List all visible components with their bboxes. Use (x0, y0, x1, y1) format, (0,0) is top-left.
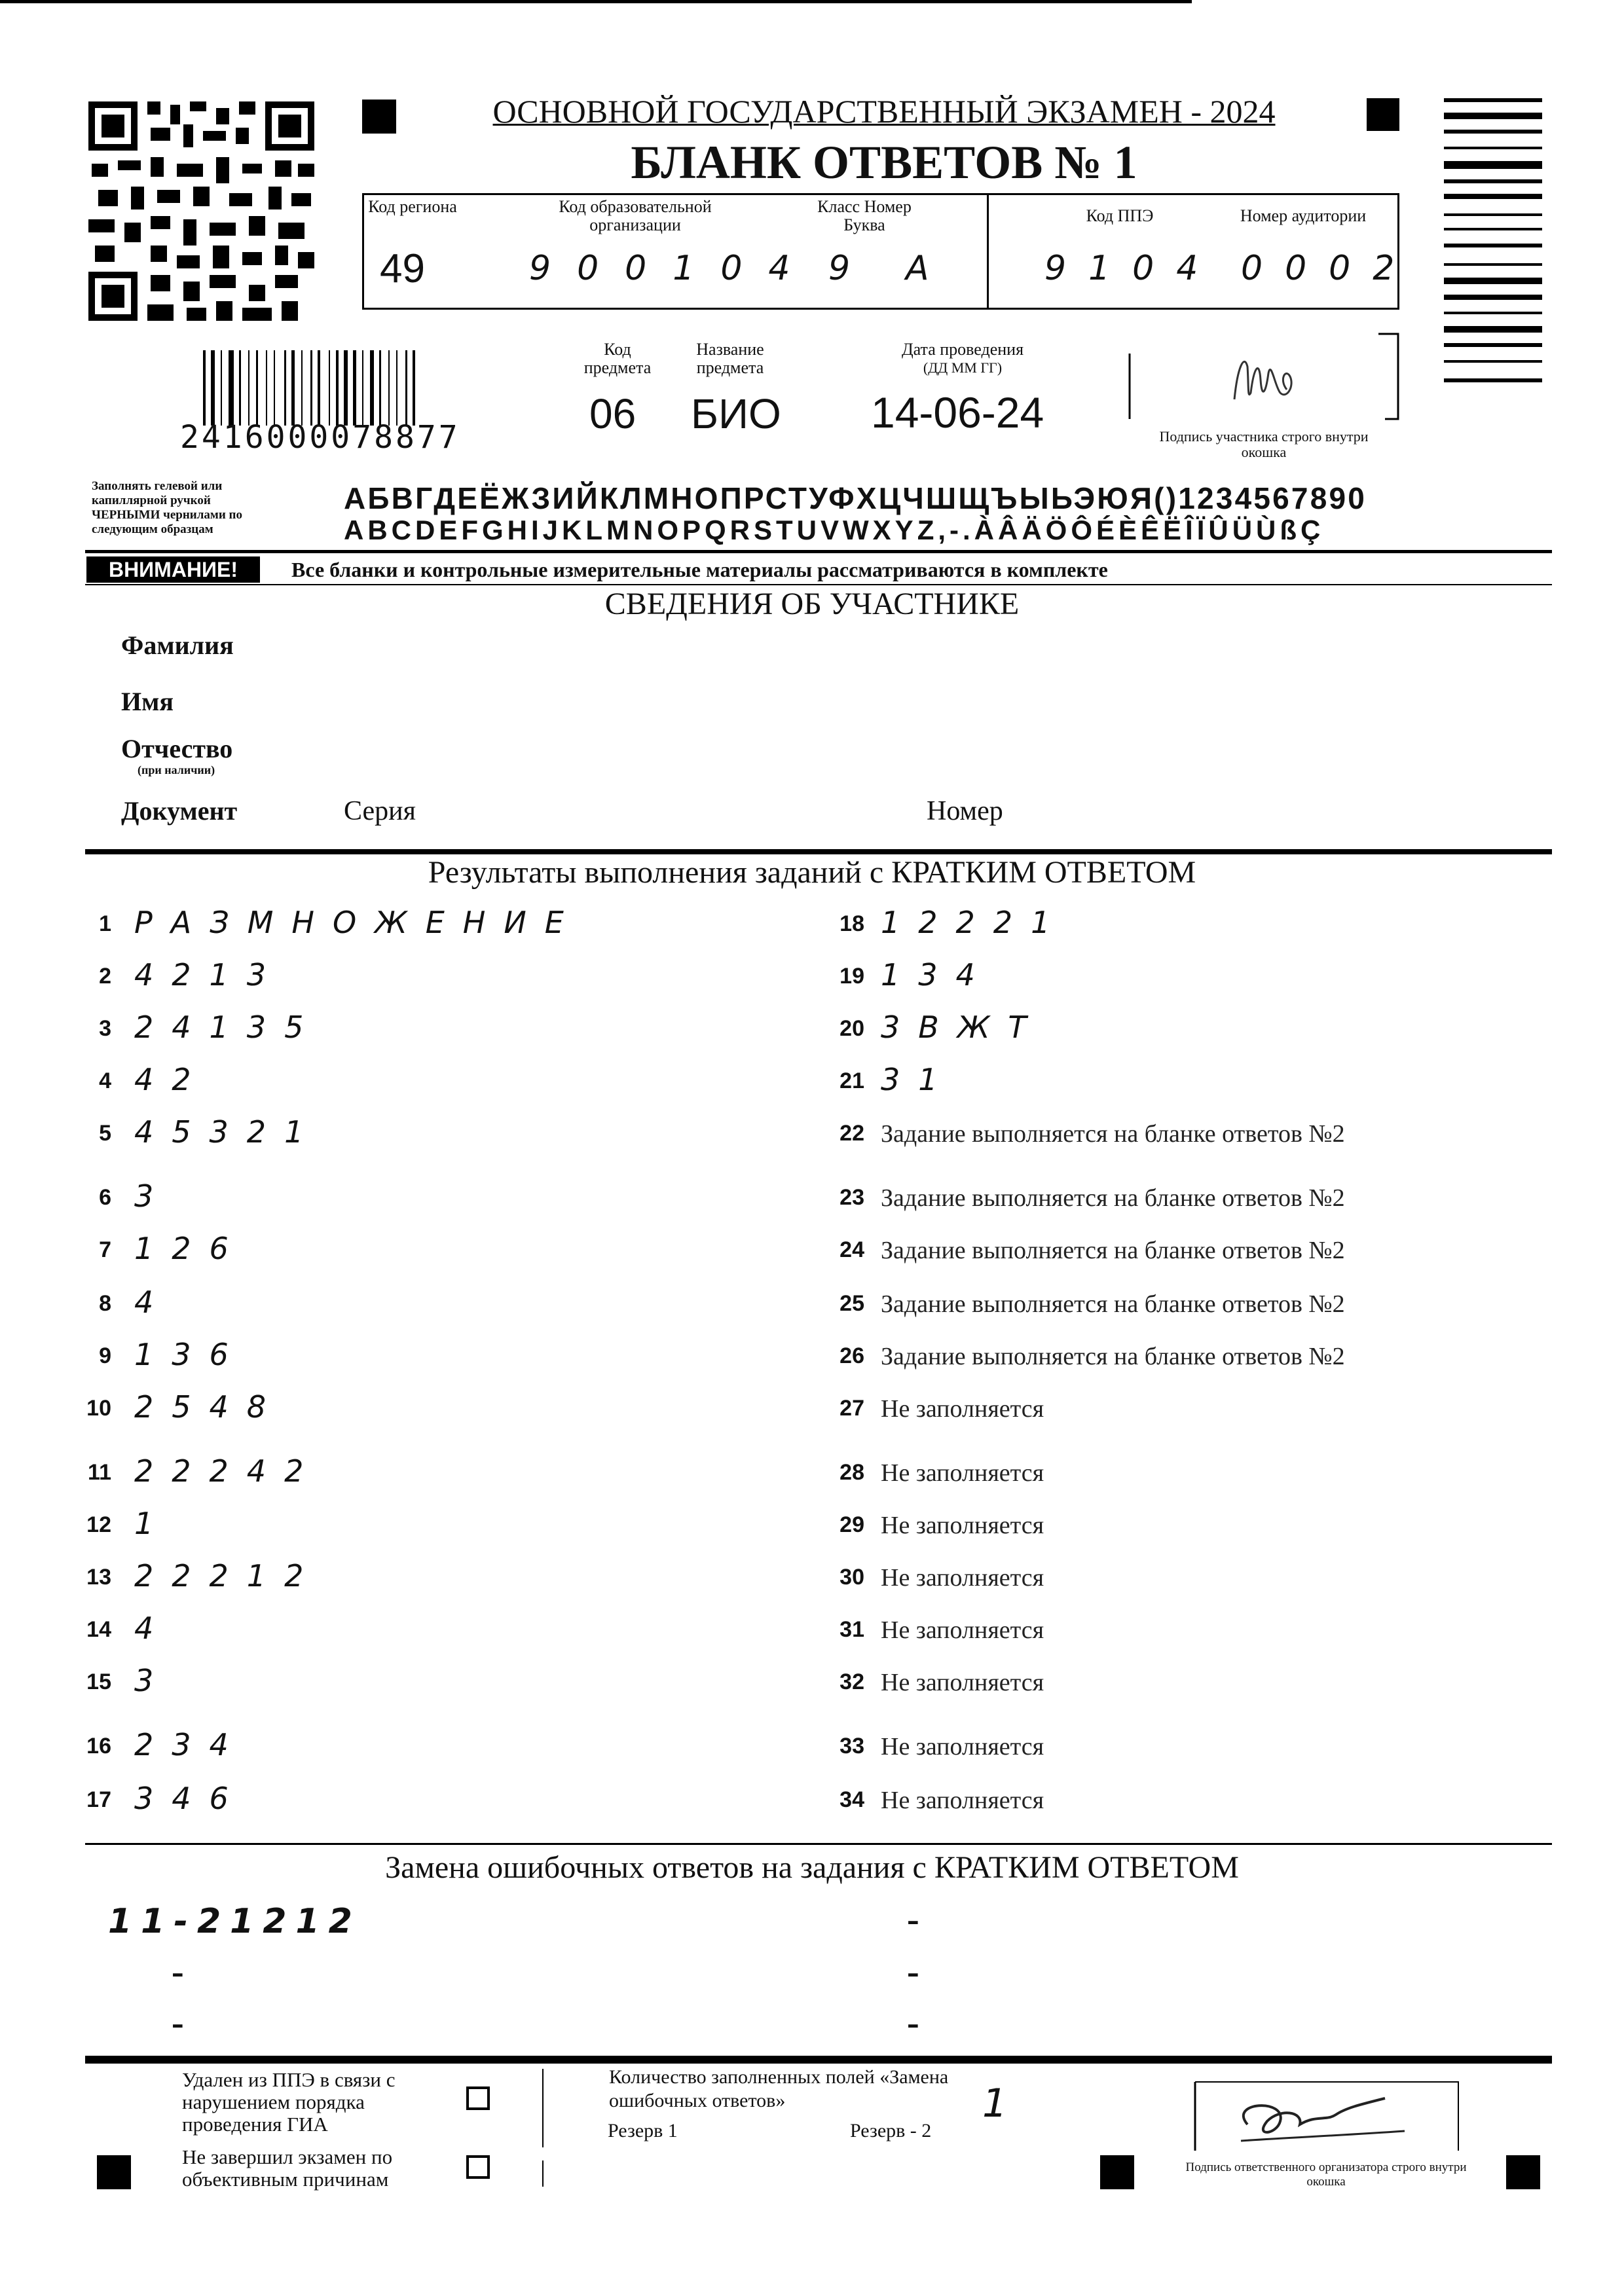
replacement-dash-right-2[interactable]: - (907, 1952, 919, 1992)
marker-square-bottom-right (1506, 2155, 1540, 2189)
task-number-17: 17 (86, 1787, 111, 1812)
task-number-5: 5 (99, 1121, 111, 1146)
participant-bottom-rule (85, 849, 1552, 854)
task-answer-19[interactable]: 134 (881, 957, 993, 993)
exam-title: ОСНОВНОЙ ГОСУДАРСТВЕННЫЙ ЭКЗАМЕН - 2024 (492, 93, 1276, 130)
task-answer-7[interactable]: 126 (134, 1231, 247, 1266)
replacement-section-title: Замена ошибочных ответов на задания с КРАТКИМ ОТВЕТОМ (385, 1850, 1239, 1885)
ppe-label: Код ППЭ (1086, 206, 1154, 225)
date-label: Дата проведения (901, 340, 1024, 359)
task-number-28: 28 (840, 1460, 864, 1485)
task-number-4: 4 (99, 1068, 111, 1093)
task-answer-29: Не заполняется (881, 1512, 1044, 1539)
organizer-signature-box[interactable] (1189, 2075, 1464, 2167)
codes-box-left (362, 193, 364, 310)
task-number-8: 8 (99, 1291, 111, 1316)
not-finished-label: Не завершил экзамен по объективным причинам (182, 2145, 393, 2191)
room-label: Номер аудитории (1240, 206, 1367, 225)
footer-divider (542, 2069, 544, 2147)
marker-square-top-left (362, 100, 396, 134)
task-number-16: 16 (86, 1734, 111, 1758)
task-answer-17[interactable]: 346 (134, 1781, 247, 1816)
replacement-dash-left-2[interactable]: - (172, 1952, 184, 1992)
footer-divider-2 (542, 2160, 544, 2187)
region-label: Код региона (368, 197, 457, 216)
org-value[interactable]: 900104 (529, 249, 817, 288)
task-answer-27: Не заполняется (881, 1395, 1044, 1423)
barcode-number: 2416000078877 (180, 419, 460, 456)
marker-square-bottom-center (1100, 2155, 1134, 2189)
form-title: БЛАНК ОТВЕТОВ № 1 (631, 136, 1137, 189)
task-number-23: 23 (840, 1185, 864, 1210)
replacement-dash-right-1[interactable]: - (907, 1899, 919, 1940)
task-number-25: 25 (840, 1291, 864, 1316)
date-value[interactable]: 14-06-24 (871, 388, 1044, 437)
task-number-32: 32 (840, 1669, 864, 1694)
attention-badge: ВНИМАНИЕ! (86, 556, 260, 583)
date-format: (ДД ММ ГГ) (923, 359, 1003, 376)
results-section-title: Результаты выполнения заданий с КРАТКИМ ОТВЕТОМ (428, 855, 1196, 890)
qr-code (85, 98, 318, 324)
task-number-19: 19 (840, 964, 864, 989)
task-answer-22: Задание выполняется на бланке ответов №2 (881, 1120, 1345, 1148)
task-number-29: 29 (840, 1512, 864, 1537)
task-number-7: 7 (99, 1237, 111, 1262)
task-number-9: 9 (99, 1343, 111, 1368)
ink-instruction: Заполнять гелевой или капиллярной ручкой ЧЕРНЫМИ чернилами по следующим образцам (92, 479, 242, 536)
task-number-2: 2 (99, 964, 111, 989)
region-value[interactable]: 49 (380, 246, 425, 291)
task-answer-23: Задание выполняется на бланке ответов №2 (881, 1184, 1345, 1212)
replacement-entry-1[interactable]: 11-21212 (108, 1902, 361, 1941)
subject-code-value[interactable]: 06 (589, 390, 637, 437)
task-answer-3[interactable]: 24135 (134, 1010, 322, 1045)
task-answer-31: Не заполняется (881, 1616, 1044, 1644)
task-number-3: 3 (99, 1016, 111, 1041)
reserve-1-label: Резерв 1 (608, 2120, 678, 2141)
count-value[interactable]: 1 (982, 2081, 1026, 2126)
task-number-30: 30 (840, 1565, 864, 1590)
sample-row-cyrillic: АБВГДЕЁЖЗИЙКЛМНОПРСТУФХЦЧШЩЪЫЬЭЮЯ()1234567890 (344, 481, 1367, 515)
codes-box-top (362, 193, 1399, 195)
task-answer-13[interactable]: 22212 (134, 1558, 322, 1594)
room-value[interactable]: 0002 (1241, 249, 1417, 288)
top-edge-line (0, 0, 1192, 3)
task-answer-34: Не заполняется (881, 1787, 1044, 1814)
task-number-24: 24 (840, 1237, 864, 1262)
participant-section-title: СВЕДЕНИЯ ОБ УЧАСТНИКЕ (604, 587, 1020, 621)
task-number-6: 6 (99, 1185, 111, 1210)
task-answer-33: Не заполняется (881, 1733, 1044, 1760)
replacement-dash-right-3[interactable]: - (907, 2003, 919, 2043)
task-answer-9[interactable]: 136 (134, 1337, 247, 1372)
signature-caption: Подпись участника строго внутри окошка (1159, 428, 1369, 460)
task-number-18: 18 (840, 911, 864, 936)
removed-label: Удален из ППЭ в связи с нарушением порядка проведения ГИА (182, 2068, 396, 2136)
surname-label: Фамилия (121, 630, 234, 660)
task-number-26: 26 (840, 1343, 864, 1368)
subject-name-label: Название предмета (696, 340, 764, 377)
marker-square-bottom-left (97, 2155, 131, 2189)
subject-code-label: Код предмета (583, 340, 652, 377)
patronymic-label: Отчество (121, 734, 233, 763)
task-number-11: 11 (88, 1460, 111, 1485)
task-answer-5[interactable]: 45321 (134, 1114, 322, 1150)
task-number-13: 13 (86, 1565, 111, 1590)
task-answer-25: Задание выполняется на бланке ответов №2 (881, 1290, 1345, 1318)
sample-row-latin: ABCDEFGHIJKLMNOPQRSTUVWXYZ,-.ÀÂÄÖÔÉÈÊËÎÏÛÜÙßÇ (344, 515, 1325, 545)
task-answer-12[interactable]: 1 (134, 1506, 172, 1541)
not-finished-checkbox[interactable] (466, 2155, 490, 2179)
task-answer-28: Не заполняется (881, 1459, 1044, 1487)
task-answer-8[interactable]: 4 (134, 1285, 172, 1320)
organizer-signature-caption: Подпись ответственного организатора строго внутри окошка (1185, 2160, 1467, 2189)
task-answer-24: Задание выполняется на бланке ответов №2 (881, 1237, 1345, 1264)
series-label: Серия (344, 796, 416, 826)
patronymic-note: (при наличии) (138, 763, 215, 776)
class-label: Класс Номер Буква (817, 197, 912, 234)
subject-name-value[interactable]: БИО (691, 390, 781, 437)
task-answer-15[interactable]: 3 (134, 1663, 172, 1698)
task-number-15: 15 (86, 1669, 111, 1694)
task-answer-11[interactable]: 22242 (134, 1453, 322, 1489)
task-number-22: 22 (840, 1121, 864, 1146)
reserve-2-label: Резерв - 2 (850, 2120, 932, 2141)
class-letter-value[interactable]: А (906, 249, 948, 288)
task-number-10: 10 (86, 1396, 111, 1421)
class-num-value[interactable]: 9 (828, 249, 869, 288)
task-answer-16[interactable]: 234 (134, 1727, 247, 1762)
results-bottom-rule (85, 1843, 1552, 1845)
document-label: Документ (121, 796, 238, 826)
number-label: Номер (927, 796, 1003, 826)
sample-bottom-rule (85, 550, 1552, 553)
task-number-34: 34 (840, 1787, 864, 1812)
notice-rule (85, 584, 1552, 585)
task-answer-14[interactable]: 4 (134, 1611, 172, 1646)
task-answer-32: Не заполняется (881, 1669, 1044, 1696)
replacement-bottom-rule (85, 2056, 1552, 2064)
ppe-value[interactable]: 9104 (1044, 249, 1221, 288)
task-answer-21[interactable]: 31 (881, 1062, 956, 1097)
task-answer-4[interactable]: 42 (134, 1062, 210, 1097)
task-number-12: 12 (86, 1512, 111, 1537)
vertical-barcode (1444, 98, 1542, 465)
task-number-20: 20 (840, 1016, 864, 1041)
count-label: Количество заполненных полей «Замена ошибочных ответов» (609, 2066, 949, 2111)
task-answer-20[interactable]: 3ВЖТ (881, 1010, 1045, 1045)
task-answer-2[interactable]: 4213 (134, 957, 285, 993)
task-number-1: 1 (99, 911, 111, 936)
signature-box[interactable] (1123, 327, 1405, 432)
task-number-33: 33 (840, 1734, 864, 1758)
removed-checkbox[interactable] (466, 2086, 490, 2110)
task-answer-6[interactable]: 3 (134, 1178, 172, 1214)
task-answer-26: Задание выполняется на бланке ответов №2 (881, 1343, 1345, 1370)
task-answer-10[interactable]: 2548 (134, 1389, 285, 1425)
task-answer-18[interactable]: 12221 (881, 905, 1069, 940)
task-number-27: 27 (840, 1396, 864, 1421)
task-number-14: 14 (86, 1617, 111, 1642)
task-number-21: 21 (840, 1068, 864, 1093)
marker-square-top-right (1367, 98, 1399, 131)
task-answer-1[interactable]: РАЗМНОЖЕНИЕ (134, 905, 582, 940)
replacement-dash-left-3[interactable]: - (172, 2003, 184, 2043)
notice-text: Все бланки и контрольные измерительные материалы рассматриваются в комплекте (291, 558, 1108, 581)
org-label: Код образовательной организации (559, 197, 712, 234)
name-label: Имя (121, 687, 174, 716)
codes-box-bottom (362, 308, 1399, 310)
task-answer-30: Не заполняется (881, 1564, 1044, 1592)
codes-box-divider (987, 193, 989, 310)
task-number-31: 31 (840, 1617, 864, 1642)
